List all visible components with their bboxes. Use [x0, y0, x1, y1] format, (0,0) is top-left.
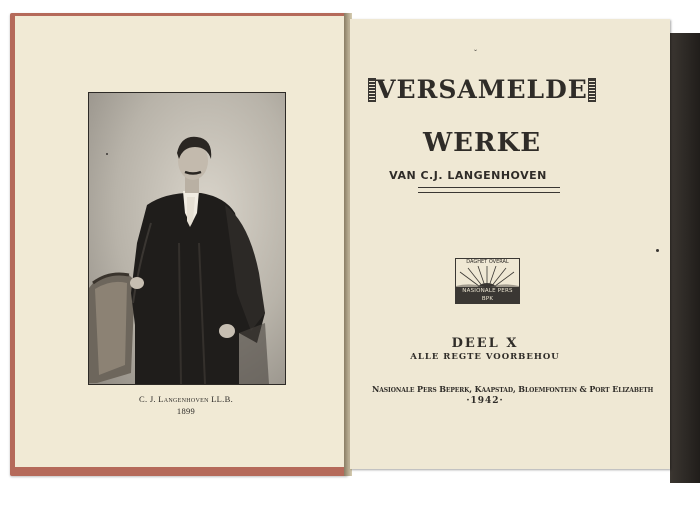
title-ornament-right — [588, 78, 596, 102]
title-row — [368, 75, 596, 104]
paper-speck — [106, 153, 108, 155]
title-line-1: VERSAMELDE — [376, 75, 588, 104]
page-shadow — [670, 33, 700, 483]
left-page — [15, 16, 345, 467]
rights-notice: ALLE REGTE VOORBEHOU — [410, 352, 560, 362]
publisher-line: Nasionale Pers Beperk, Kaapstad, Bloemfontein & Port Elizabeth — [372, 384, 654, 394]
logo-bottom-text: NASIONALE PERS BPK — [456, 287, 519, 303]
author-line: VAN C.J. LANGENHOVEN — [389, 169, 547, 182]
title-line-2: WERKE — [422, 128, 542, 158]
title-page-mark: ˇ — [474, 48, 477, 58]
portrait-caption-year: 1899 — [176, 406, 196, 416]
logo-top-text: DAGHET OVERAL — [466, 259, 509, 265]
portrait-photo — [88, 92, 286, 385]
portrait-caption-name: C. J. Langenhoven LL.B. — [139, 394, 233, 404]
portrait-figure — [89, 93, 285, 384]
author-rule — [418, 187, 560, 193]
title-ornament-left — [368, 78, 376, 102]
paper-speck — [656, 249, 659, 252]
volume-label: DEEL X — [451, 336, 519, 351]
publication-year: ·1942· — [466, 396, 504, 406]
publisher-logo — [455, 258, 520, 304]
